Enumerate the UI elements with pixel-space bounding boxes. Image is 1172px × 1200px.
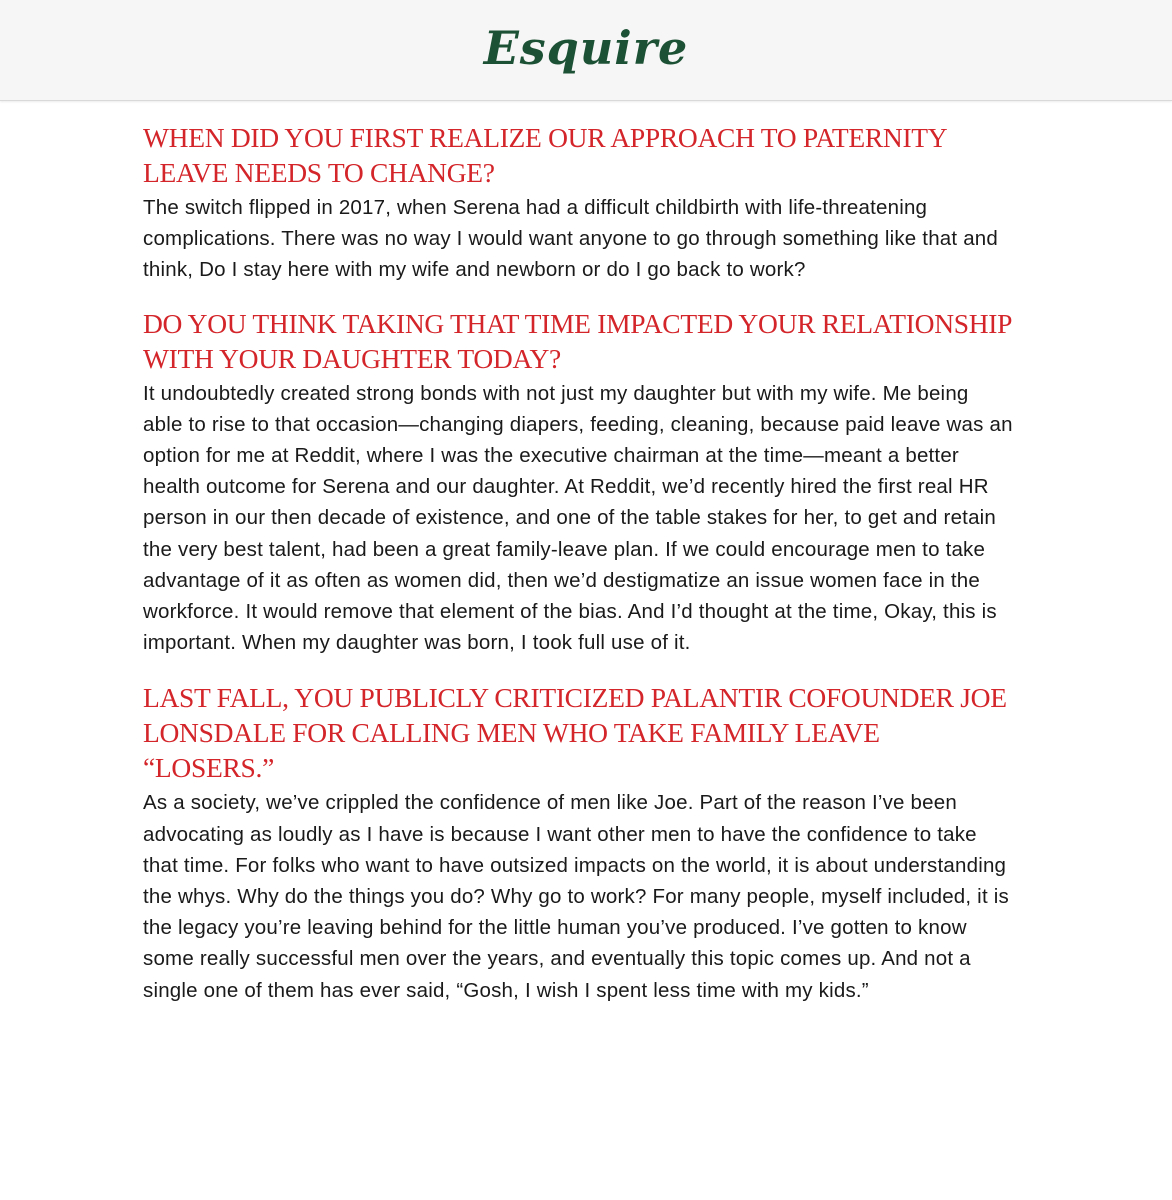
question-heading: DO YOU THINK TAKING THAT TIME IMPACTED YOUR RELATIONSHIP WITH YOUR DAUGHTER TODAY? — [143, 307, 1012, 374]
answer-paragraph: It undoubtedly created strong bonds with not just my daughter but with my wife. Me being able to rise to that occasion—changing diapers, feeding, cleaning, because paid leave was an option for me at Reddit, where I was the executive chairman at the time—meant a better health outcome for Serena and our daughter. At Reddit, we’d recently hired the first real HR person in our then decade of existence, and one of the table stakes for her, to get and retain the very best talent, had been a great family-leave plan. If we could encourage men to take advantage of it as often as women did, then we’d destigmatize an issue women face in the workforce. It would remove that element of the bias. And I’d thought at the time, Okay, this is important. When my daughter was born, I took full use of it. — [143, 381, 1013, 655]
qa-block — [143, 306, 1013, 659]
answer-paragraph: As a society, we’ve crippled the confidence of men like Joe. Part of the reason I’ve been advocating as loudly as I have is because I want other men to have the confidence to take that time. For folks who want to have outsized impacts on the world, it is about understanding the whys. Why do the things you do? Why go to work? For many people, myself included, it is the legacy you’re leaving behind for the little human you’ve produced. I’ve gotten to know some really successful men over the years, and eventually this topic comes up. And not a single one of them has ever said, “Gosh, I wish I spent less time with my kids.” — [143, 791, 1009, 1002]
answer-paragraph: The switch flipped in 2017, when Serena had a difficult childbirth with life-threatening complications. There was no way I would want anyone to go through something like that and think, Do I stay here with my wife and newborn or do I go back to work? — [143, 196, 998, 282]
qa-block — [143, 680, 1013, 1005]
question-heading: LAST FALL, YOU PUBLICLY CRITICIZED PALANTIR COFOUNDER JOE LONSDALE FOR CALLING MEN WHO TAKE FAMILY LEAVE “LOSERS.” — [143, 682, 1007, 784]
question-heading: WHEN DID YOU FIRST REALIZE OUR APPROACH TO PATERNITY LEAVE NEEDS TO CHANGE? — [143, 122, 947, 188]
article-body — [143, 120, 1013, 1026]
site-header — [0, 0, 1172, 101]
qa-block — [143, 120, 1013, 286]
esquire-logo[interactable]: Esquire — [483, 21, 689, 75]
